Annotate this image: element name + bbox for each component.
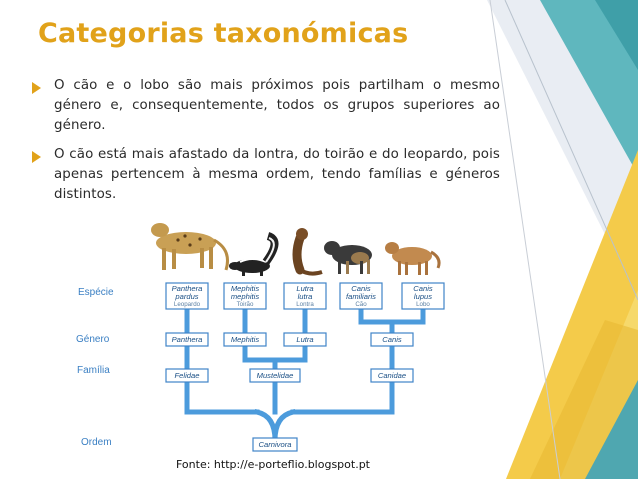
- species-genus-name: Panthera: [171, 284, 203, 293]
- slide-title: Categorias taxonómicas: [38, 18, 409, 49]
- species-box: [284, 283, 326, 309]
- species-epithet: pardus: [175, 292, 199, 301]
- genus-box: [284, 333, 326, 346]
- order-name: Carnivora: [258, 440, 292, 449]
- order-box: [253, 438, 297, 451]
- species-common-name: Lobo: [416, 301, 430, 308]
- dog-illustration: [324, 241, 372, 274]
- species-box: [224, 283, 266, 309]
- rank-label-species: Espécie: [78, 287, 114, 298]
- family-name: Felidae: [174, 371, 200, 380]
- skunk-illustration: [229, 236, 275, 276]
- species-genus-name: Mephitis: [230, 284, 260, 293]
- species-common-name: Lontra: [296, 301, 314, 308]
- bullet-text: O cão está mais afastado da lontra, do toirão e do leopardo, pois apenas pertencem à mesma ordem, tendo famílias e géneros distintos.: [54, 147, 500, 202]
- species-epithet: lupus: [413, 292, 433, 301]
- species-common-name: Toirão: [236, 301, 254, 308]
- genus-name: Panthera: [171, 335, 203, 344]
- genus-box: [371, 333, 413, 346]
- genus-name: Canis: [382, 335, 402, 344]
- family-name: Canidae: [377, 371, 407, 380]
- wolf-illustration: [385, 242, 439, 275]
- genus-box: [166, 333, 208, 346]
- genus-name: Lutra: [296, 335, 314, 344]
- family-box: [166, 369, 208, 382]
- species-genus-name: Canis: [413, 284, 433, 293]
- species-box: [166, 283, 208, 309]
- rank-label-family: Família: [77, 365, 110, 376]
- leopard-illustration: [151, 223, 228, 270]
- family-name: Mustelidae: [256, 371, 294, 380]
- species-epithet: lutra: [297, 292, 313, 301]
- source-caption: Fonte: http://e-porteflio.blogspot.pt: [176, 458, 370, 471]
- family-box: [250, 369, 300, 382]
- species-genus-name: Lutra: [296, 284, 314, 293]
- species-box: [340, 283, 382, 309]
- rank-label-order: Ordem: [81, 437, 112, 448]
- genus-box: [224, 333, 266, 346]
- species-epithet: mephitis: [230, 292, 260, 301]
- genus-name: Mephitis: [230, 335, 260, 344]
- otter-illustration: [296, 228, 322, 274]
- species-box: [402, 283, 444, 309]
- rank-label-genus: Género: [76, 334, 110, 345]
- species-genus-name: Canis: [351, 284, 371, 293]
- species-common-name: Cão: [355, 301, 367, 308]
- species-epithet: familiaris: [346, 292, 376, 301]
- family-box: [371, 369, 413, 382]
- bullet-text: O cão e o lobo são mais próximos pois partilham o mesmo género e, consequentemente, todos os grupos superiores ao género.: [54, 78, 500, 133]
- species-common-name: Leopardo: [173, 301, 201, 308]
